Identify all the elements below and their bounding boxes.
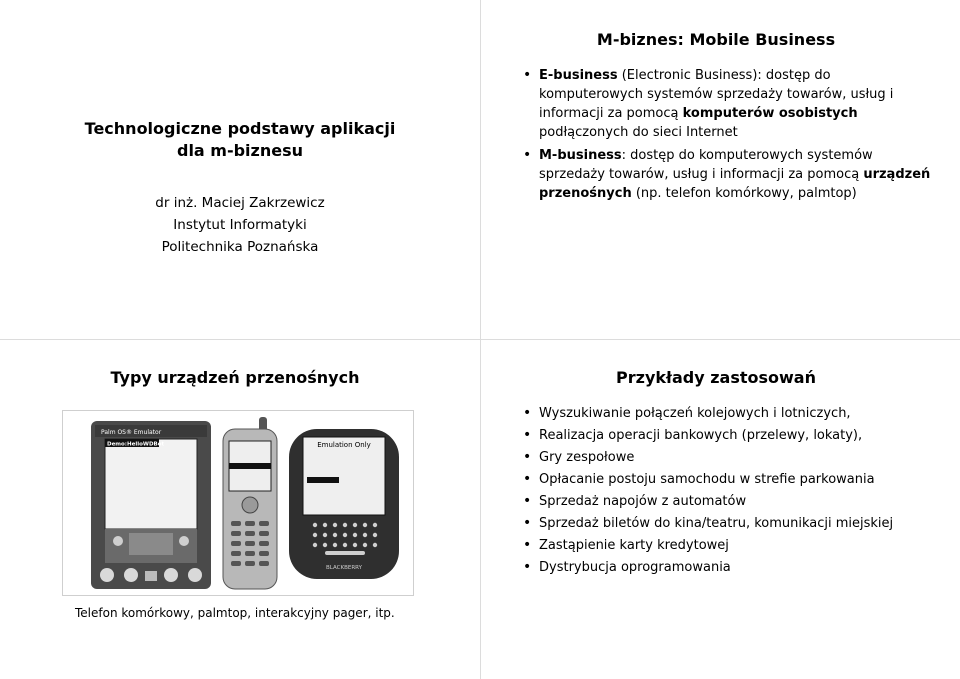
pager-device xyxy=(289,429,399,579)
list-item: • Zastąpienie karty kredytowej xyxy=(521,536,941,555)
slide-device-types xyxy=(0,340,480,679)
bullet-e-business xyxy=(521,66,931,142)
devices-illustration xyxy=(63,411,413,595)
bullet-text: (np. telefon komórkowy, palmtop) xyxy=(631,186,857,201)
palm-emulator-label: Palm OS® Emulator xyxy=(101,429,162,436)
institute-name: Instytut Informatyki xyxy=(173,217,307,233)
palm-app-title: Demo:HelloWDBot xyxy=(107,441,165,448)
title-line-1: Technologiczne podstawy aplikacji xyxy=(84,119,396,138)
slide-title: Typy urządzeń przenośnych xyxy=(110,368,360,387)
slide-title: M-biznes: Mobile Business xyxy=(596,30,836,49)
bullet-text: podłączonych do sieci Internet xyxy=(539,125,738,140)
palmtop-device xyxy=(91,421,211,589)
bullet-bold-text: urządzeń przenośnych xyxy=(539,167,931,201)
university-name: Politechnika Poznańska xyxy=(161,239,319,255)
devices-image xyxy=(62,410,414,596)
list-item: • Sprzedaż biletów do kina/teatru, komunikacji miejskiej xyxy=(521,514,941,533)
list-item: • Opłacanie postoju samochodu w strefie parkowania xyxy=(521,470,941,489)
devices-caption: Telefon komórkowy, palmtop, interakcyjny pager, itp. xyxy=(75,606,395,620)
bullet-m-business xyxy=(521,146,931,203)
list-item: • Dystrybucja oprogramowania xyxy=(521,558,941,577)
slide-m-business xyxy=(481,0,960,339)
term-m-business: M-business xyxy=(539,148,622,163)
list-item: • Wyszukiwanie połączeń kolejowych i lotniczych, xyxy=(521,404,941,423)
bullet-text: : dostęp do komputerowych systemów sprzedaży towarów, usług i informacji za pomocą xyxy=(539,148,873,182)
pager-screen-title: Emulation Only xyxy=(317,441,371,449)
slide-title: Przykłady zastosowań xyxy=(616,368,816,387)
pager-brand: BLACKBERRY xyxy=(326,565,362,571)
title-block xyxy=(40,118,440,258)
use-case-list xyxy=(521,404,941,580)
slide-title-page xyxy=(0,0,480,339)
bullet-text: (Electronic Business): dostęp do komputerowych systemów sprzedaży towarów, usług i informacji za pomocą xyxy=(539,68,894,121)
slide-use-cases xyxy=(481,340,960,679)
list-item: • Gry zespołowe xyxy=(521,448,941,467)
bullet-bold-text: komputerów osobistych xyxy=(682,106,858,121)
author-name: dr inż. Maciej Zakrzewicz xyxy=(155,195,325,211)
author-block xyxy=(40,192,440,258)
list-item: • Sprzedaż napojów z automatów xyxy=(521,492,941,511)
term-e-business: E-business xyxy=(539,68,618,83)
list-item: • Realizacja operacji bankowych (przelewy, lokaty), xyxy=(521,426,941,445)
definition-list xyxy=(521,66,931,207)
title-line-2: dla m-biznesu xyxy=(176,141,304,160)
mobile-phone-device xyxy=(223,417,277,589)
presentation-title xyxy=(40,118,440,162)
